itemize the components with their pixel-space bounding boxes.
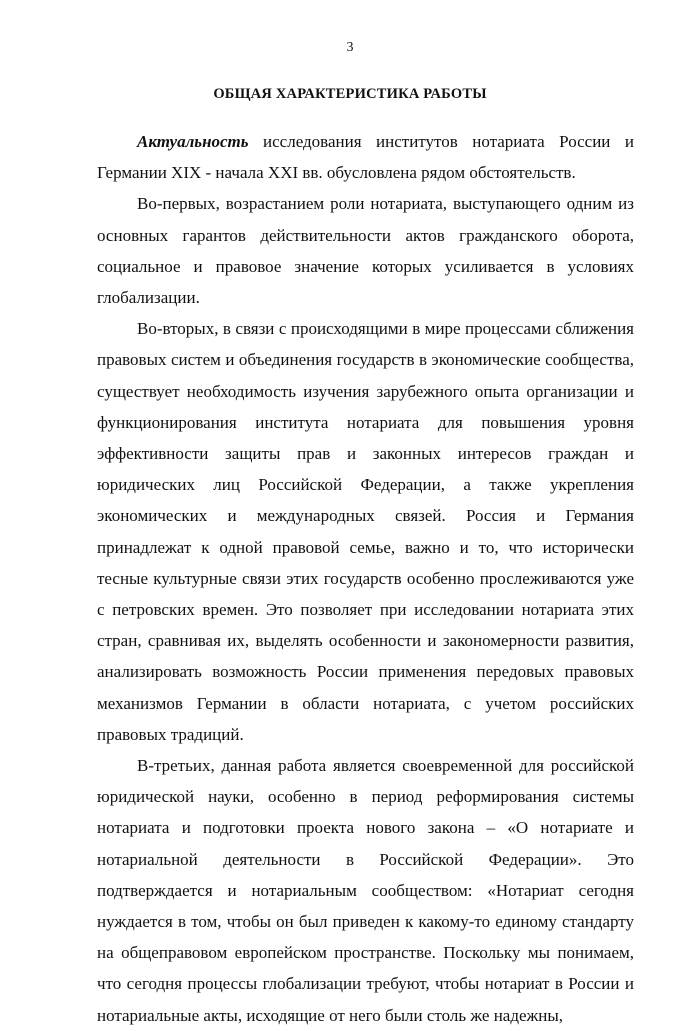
paragraph-text: исследования институтов нотариата России и Германии XIX - начала XXI вв. обусловлена рядом обстоятельств.: [97, 132, 634, 183]
paragraph-third-reason: В-третьих, данная работа является своевременной для российской юридической науки, особенно в период реформирования системы нотариата и подготовки проекта нового закона – «О нотариате и нотариальной деятельности в Российской Федерации». Это подтверждается и нотариальным сообществом: «Нотариат сегодня нуждается в том, чтобы он был приведен к какому-то единому стандарту на общеправовом европейском пространстве. Поскольку мы понимаем, что сегодня процессы глобализации требуют, чтобы нотариат в России и нотариальные акты, исходящие от него были столь же надежны,: [97, 756, 634, 1025]
body-text: [97, 126, 634, 1031]
page-number: 3: [346, 40, 354, 55]
paragraph-second-reason: Во-вторых, в связи с происходящими в мире процессами сближения правовых систем и объединения государств в экономические сообщества, существует необходимость изучения зарубежного опыта организации и функционирования института нотариата для повышения уровня эффективности защиты прав и законных интересов граждан и юридических лиц Российской Федерации, а также укрепления экономических и международных связей. Россия и Германия принадлежат к одной правовой семье, важно и то, что исторически тесные культурные связи этих государств особенно прослеживаются уже с петровских времен. Это позволяет при исследовании нотариата этих стран, сравнивая их, выделять особенности и закономерности развития, анализировать возможность России применения передовых правовых механизмов Германии в области нотариата, с учетом российских правовых традиций.: [97, 319, 634, 744]
paragraph-lead-term: Актуальность: [137, 132, 249, 151]
paragraph-first-reason: Во-первых, возрастанием роли нотариата, выступающего одним из основных гарантов действительности актов гражданского оборота, социальное и правовое значение которых усиливается в условиях глобализации.: [97, 194, 634, 308]
section-heading: ОБЩАЯ ХАРАКТЕРИСТИКА РАБОТЫ: [213, 86, 487, 102]
paragraph-relevance: [97, 126, 634, 188]
